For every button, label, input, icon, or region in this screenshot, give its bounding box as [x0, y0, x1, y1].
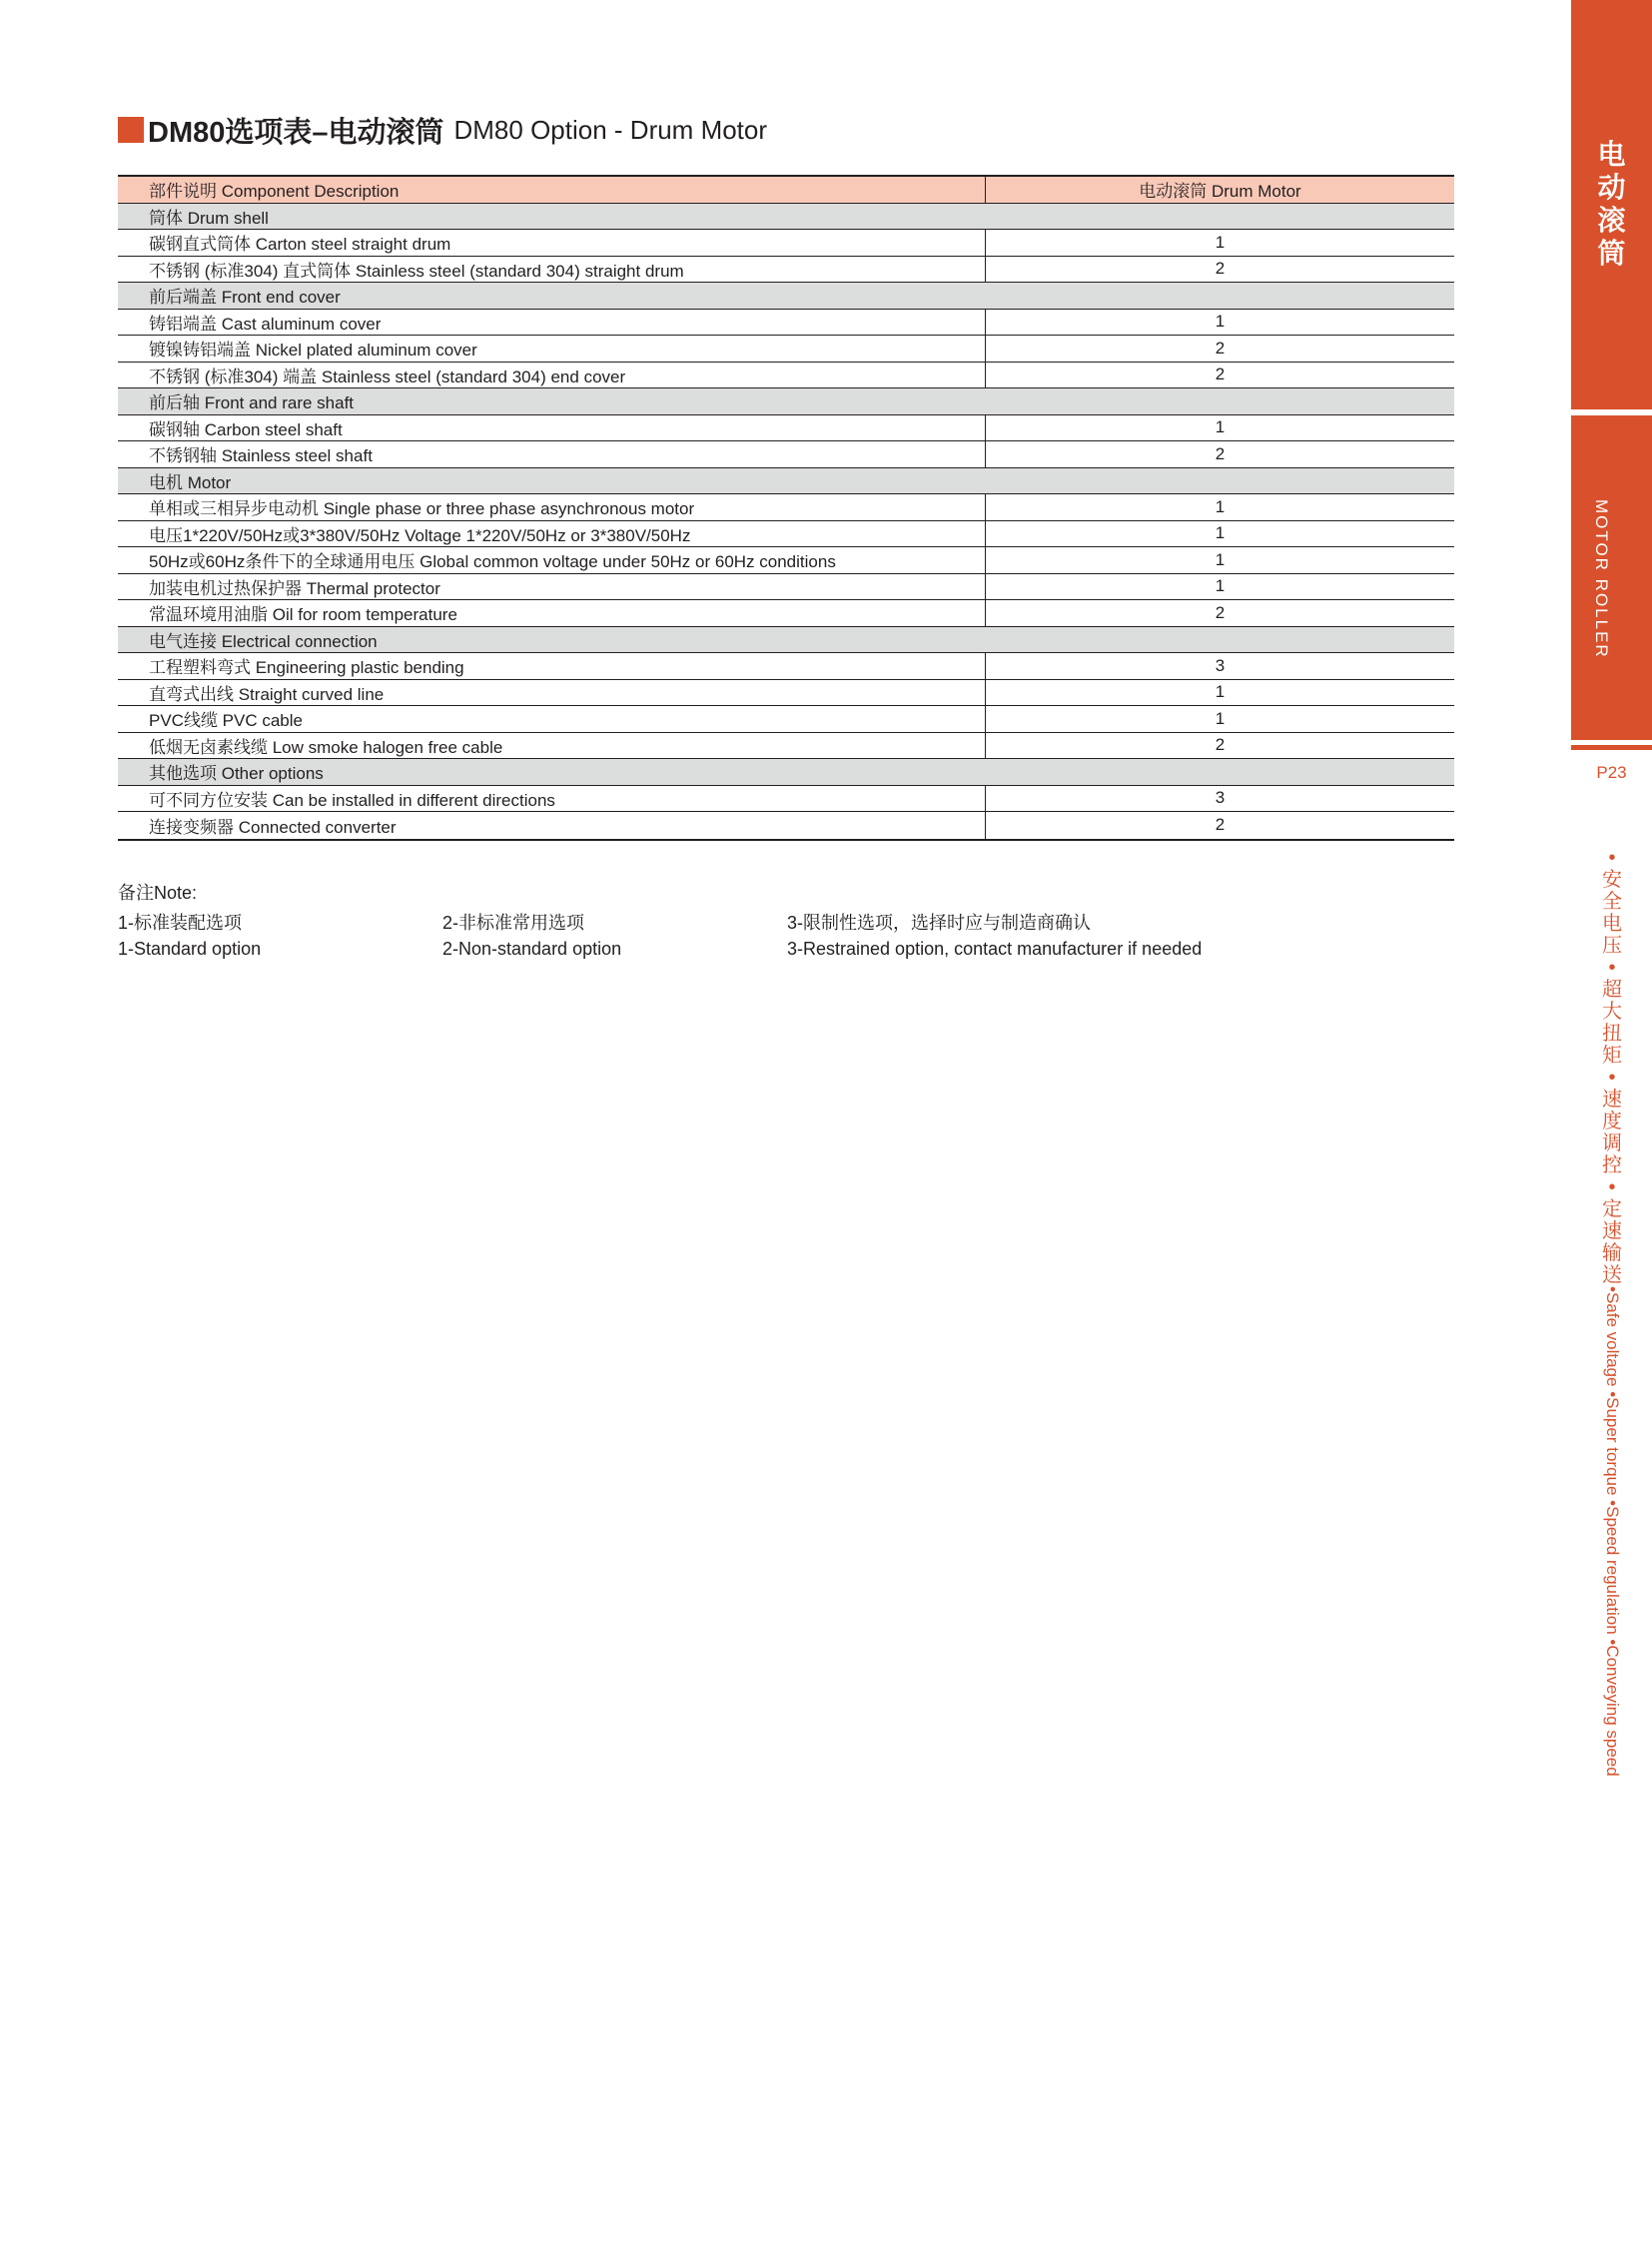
title-marker-square	[118, 117, 144, 143]
note-3-en: 3-Restrained option, contact manufacturer if needed	[787, 939, 1203, 959]
row-desc: 不锈钢 (标准304) 直式筒体 Stainless steel (standard 304) straight drum	[149, 261, 684, 281]
table-group-row	[118, 283, 1454, 310]
table-row	[118, 786, 1454, 813]
side-tab-en-label: MOTOR ROLLER	[1592, 499, 1611, 659]
row-desc: 不锈钢轴 Stainless steel shaft	[149, 446, 373, 466]
row-desc: 筒体 Drum shell	[149, 208, 269, 228]
row-desc: 直弯式出线 Straight curved line	[149, 684, 385, 704]
row-val: 1	[985, 310, 1454, 336]
table-row	[118, 733, 1454, 760]
row-desc: 电气连接 Electrical connection	[149, 631, 378, 651]
page-title	[118, 110, 767, 150]
row-val: 2	[985, 812, 1454, 839]
side-tab-cn	[1571, 138, 1652, 270]
row-desc: 铸铝端盖 Cast aluminum cover	[149, 314, 382, 334]
table-row	[118, 706, 1454, 733]
row-val: 1	[985, 547, 1454, 573]
table-row	[118, 812, 1454, 839]
side-tab-middle	[1571, 415, 1652, 740]
row-val	[985, 388, 1454, 414]
options-table	[118, 175, 1454, 841]
row-val: 1	[985, 230, 1454, 256]
row-val: 2	[985, 257, 1454, 283]
table-row	[118, 547, 1454, 574]
table-row	[118, 574, 1454, 601]
row-val: 1	[985, 706, 1454, 732]
title-en: DM80 Option - Drum Motor	[453, 114, 768, 145]
side-char-3: 滚	[1597, 205, 1626, 236]
row-val	[985, 627, 1454, 653]
table-row	[118, 363, 1454, 389]
row-desc: 碳钢轴 Carbon steel shaft	[149, 419, 343, 439]
row-desc: 镀镍铸铝端盖 Nickel plated aluminum cover	[149, 341, 477, 361]
side-char-1: 电	[1597, 139, 1626, 170]
row-desc: 其他选项 Other options	[149, 764, 324, 784]
row-desc: 连接变频器 Connected converter	[149, 817, 397, 837]
table-header	[118, 177, 1454, 204]
table-row	[118, 680, 1454, 707]
side-divider	[1571, 745, 1652, 750]
title-cn: DM80选项表–电动滚筒	[148, 116, 444, 149]
table-group-row	[118, 627, 1454, 654]
side-char-4: 筒	[1597, 238, 1626, 269]
row-val: 3	[985, 786, 1454, 812]
row-desc: 碳钢直式筒体 Carton steel straight drum	[149, 235, 451, 255]
table-row	[118, 310, 1454, 337]
row-val: 1	[985, 415, 1454, 441]
table-row	[118, 336, 1454, 363]
header-val: 电动滚筒 Drum Motor	[985, 177, 1454, 203]
note-1-en: 1-Standard option	[118, 939, 262, 959]
row-desc: 前后端盖 Front end cover	[149, 288, 341, 308]
row-val: 1	[985, 521, 1454, 547]
table-row	[118, 415, 1454, 442]
note-2-cn: 2-非标准常用选项	[442, 913, 585, 933]
side-tab-top	[1571, 0, 1652, 409]
row-desc: 电压1*220V/50Hz或3*380V/50Hz Voltage 1*220V/50Hz or 3*380V/50Hz	[149, 525, 691, 545]
table-group-row	[118, 759, 1454, 786]
notes-title: 备注Note:	[118, 883, 198, 903]
table-row	[118, 521, 1454, 548]
row-desc: 常温环境用油脂 Oil for room temperature	[149, 605, 457, 625]
row-desc: 电机 Motor	[149, 472, 232, 492]
row-val: 2	[985, 336, 1454, 362]
side-features-en: •Safe voltage •Super torque •Speed regulation •Conveying speed	[1603, 1286, 1622, 1777]
table-row	[118, 441, 1454, 468]
note-1-cn: 1-标准装配选项	[118, 913, 243, 933]
row-val	[985, 283, 1454, 309]
table-row	[118, 230, 1454, 257]
row-desc: 50Hz或60Hz条件下的全球通用电压 Global common voltage under 50Hz or 60Hz conditions	[149, 552, 836, 572]
row-val	[985, 468, 1454, 494]
side-features-cn: • 安 全 电 压 • 超 大 扭 矩 • 速 度 调 控 • 定 速 输 送	[1602, 847, 1622, 1286]
note-3-cn: 3-限制性选项，选择时应与制造商确认	[787, 913, 1092, 933]
note-2-en: 2-Non-standard option	[442, 939, 622, 959]
row-val: 2	[985, 733, 1454, 759]
row-val: 1	[985, 680, 1454, 706]
row-desc: 加装电机过热保护器 Thermal protector	[149, 578, 440, 598]
row-val: 2	[985, 441, 1454, 467]
row-desc: 单相或三相异步电动机 Single phase or three phase asynchronous motor	[149, 499, 695, 519]
table-group-row	[118, 388, 1454, 415]
side-char-2: 动	[1597, 172, 1626, 203]
row-desc: 前后轴 Front and rare shaft	[149, 393, 355, 413]
row-desc: PVC线缆 PVC cable	[149, 711, 303, 731]
row-val: 3	[985, 653, 1454, 679]
table-row	[118, 257, 1454, 284]
row-val	[985, 759, 1454, 785]
row-desc: 低烟无卤素线缆 Low smoke halogen free cable	[149, 737, 503, 757]
row-desc: 不锈钢 (标准304) 端盖 Stainless steel (standard 304) end cover	[149, 367, 626, 386]
row-desc: 可不同方位安装 Can be installed in different directions	[149, 790, 555, 810]
row-val: 2	[985, 363, 1454, 388]
table-group-row	[118, 468, 1454, 495]
row-val: 1	[985, 494, 1454, 520]
table-group-row	[118, 204, 1454, 231]
table-row	[118, 653, 1454, 680]
table-row	[118, 600, 1454, 627]
page-number: P23	[1596, 763, 1627, 782]
row-val: 2	[985, 600, 1454, 626]
row-val	[985, 204, 1454, 230]
table-row	[118, 494, 1454, 521]
row-val: 1	[985, 574, 1454, 600]
header-desc: 部件说明 Component Description	[149, 182, 400, 202]
row-desc: 工程塑料弯式 Engineering plastic bending	[149, 658, 464, 678]
